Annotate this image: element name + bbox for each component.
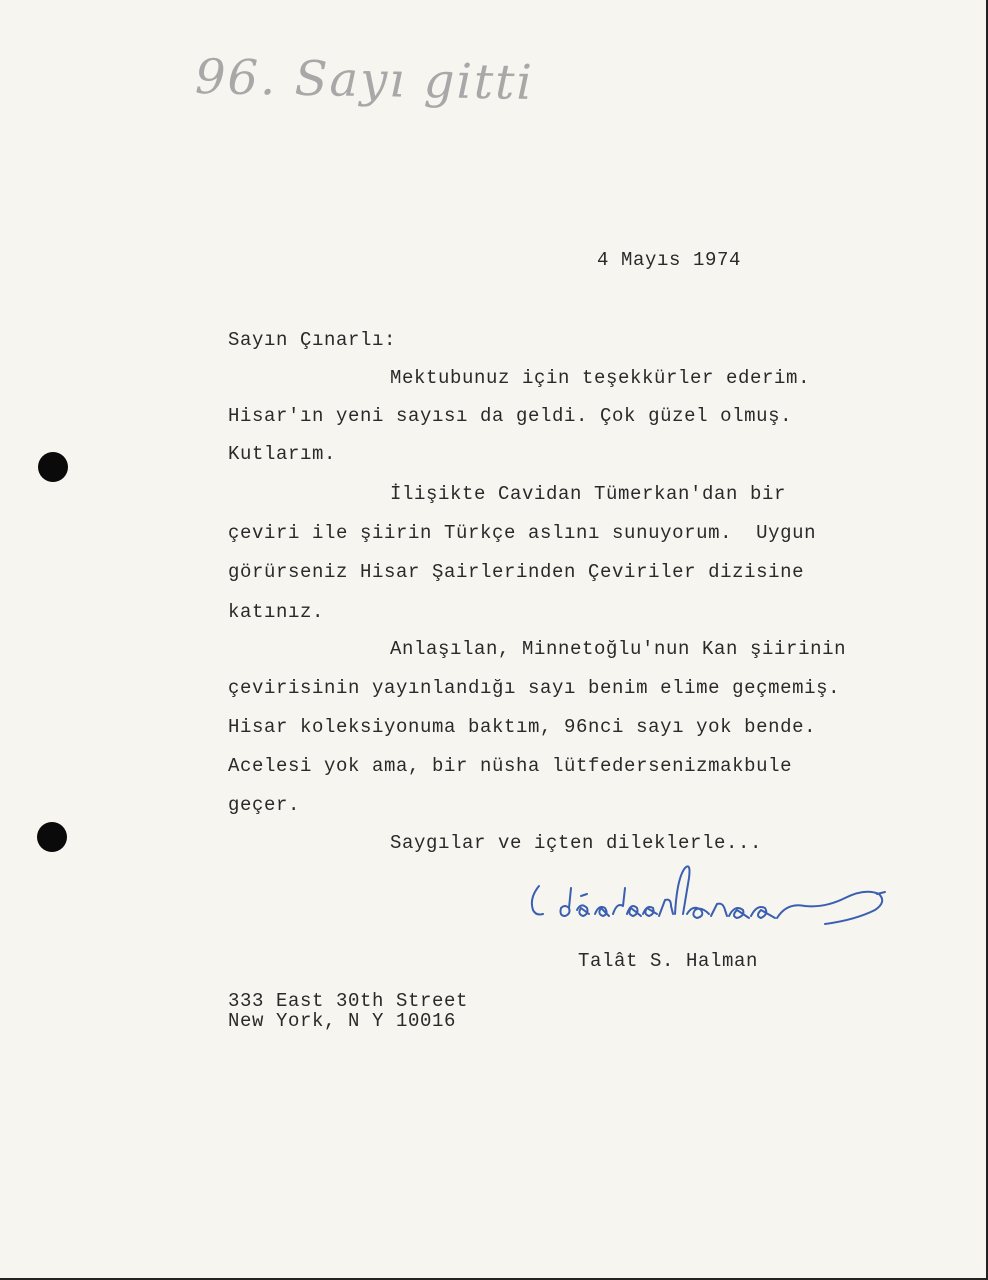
paragraph-3-line-1: Anlaşılan, Minnetoğlu'nun Kan şiirinin [390, 638, 847, 660]
punch-hole [38, 452, 68, 482]
letter-date: 4 Mayıs 1974 [597, 249, 742, 271]
address-line-2: New York, N Y 10016 [228, 1010, 457, 1032]
paragraph-2-line-2: çeviri ile şiirin Türkçe aslını sunuyorum. Uygun [228, 522, 817, 544]
salutation: Sayın Çınarlı: [228, 329, 397, 351]
paragraph-3-line-3: Hisar koleksiyonuma baktım, 96nci sayı yok bende. [228, 716, 817, 738]
punch-hole [37, 822, 67, 852]
paragraph-2-line-4: katınız. [228, 601, 325, 623]
paragraph-1-line-1: Mektubunuz için teşekkürler ederim. [390, 367, 811, 389]
paragraph-3-line-4: Acelesi yok ama, bir nüsha lütfedersenizmakbule [228, 755, 793, 777]
signature [525, 858, 895, 943]
handwritten-note: 96. Sayı gitti [194, 49, 535, 111]
paragraph-1-line-2: Hisar'ın yeni sayısı da geldi. Çok güzel olmuş. [228, 405, 793, 427]
address-line-1: 333 East 30th Street [228, 990, 469, 1012]
paragraph-1-line-3: Kutlarım. [228, 443, 337, 465]
paragraph-2-line-1: İlişikte Cavidan Tümerkan'dan bir [390, 483, 787, 505]
signer-name: Talât S. Halman [578, 950, 759, 972]
paragraph-3-line-2: çevirisinin yayınlandığı sayı benim elime geçmemiş. [228, 677, 841, 699]
closing: Saygılar ve içten dileklerle... [390, 832, 763, 854]
paragraph-3-line-5: geçer. [228, 794, 301, 816]
paragraph-2-line-3: görürseniz Hisar Şairlerinden Çeviriler dizisine [228, 561, 805, 583]
